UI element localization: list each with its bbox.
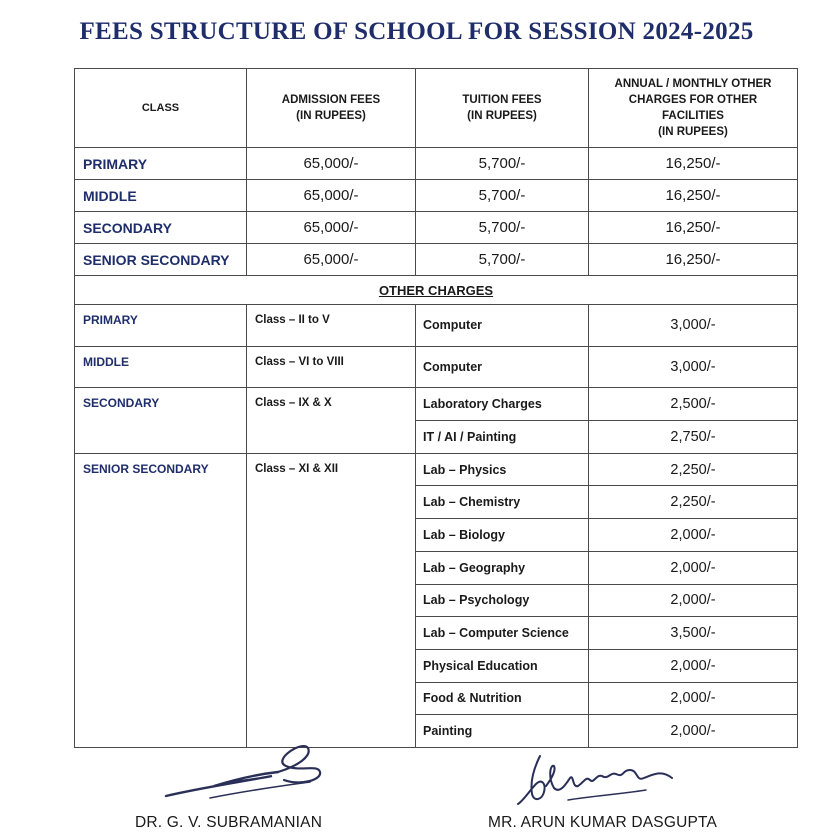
- table-row: [75, 305, 798, 347]
- charge-name: Laboratory Charges: [416, 388, 589, 421]
- table-row: [75, 453, 798, 486]
- charge-fee: 2,000/-: [589, 551, 798, 584]
- fees-table: [74, 68, 798, 748]
- annual-charges: 16,250/-: [589, 180, 798, 212]
- header-tuition-line-1: TUITION FEES: [462, 94, 542, 106]
- signatory-name-left: DR. G. V. SUBRAMANIAN: [135, 814, 323, 831]
- annual-charges: 16,250/-: [589, 244, 798, 276]
- tuition-fee: 5,700/-: [416, 244, 589, 276]
- charge-fee: 3,000/-: [589, 346, 798, 388]
- signature-left-image: [160, 742, 330, 804]
- charge-fee: 2,000/-: [589, 715, 798, 748]
- charge-name: Lab – Computer Science: [416, 617, 589, 650]
- class-name: SENIOR SECONDARY: [75, 244, 247, 276]
- header-annual-line-4: (IN RUPEES): [658, 126, 728, 138]
- signatory-name-right: MR. ARUN KUMAR DASGUPTA: [488, 814, 718, 831]
- tuition-fee: 5,700/-: [416, 148, 589, 180]
- group-classes: Class – XI & XII: [247, 453, 416, 747]
- charge-name: Lab – Chemistry: [416, 486, 589, 519]
- admission-fee: 65,000/-: [247, 244, 416, 276]
- table-row: [75, 388, 798, 421]
- charge-fee: 3,500/-: [589, 617, 798, 650]
- table-row: [75, 148, 798, 180]
- class-name: PRIMARY: [75, 148, 247, 180]
- admission-fee: 65,000/-: [247, 180, 416, 212]
- header-admission-fees: [247, 69, 416, 148]
- charge-fee: 2,500/-: [589, 388, 798, 421]
- charge-name: Lab – Physics: [416, 453, 589, 486]
- header-annual-charges: [589, 69, 798, 148]
- charge-fee: 2,000/-: [589, 649, 798, 682]
- charge-name: Computer: [416, 305, 589, 347]
- group-name: PRIMARY: [75, 305, 247, 347]
- tuition-fee: 5,700/-: [416, 180, 589, 212]
- charge-name: IT / AI / Painting: [416, 421, 589, 454]
- charge-name: Physical Education: [416, 649, 589, 682]
- charge-fee: 2,000/-: [589, 584, 798, 617]
- class-name: MIDDLE: [75, 180, 247, 212]
- header-admission-line-2: (IN RUPEES): [296, 110, 366, 122]
- header-annual-line-3: FACILITIES: [662, 110, 724, 122]
- charge-name: Computer: [416, 346, 589, 388]
- header-tuition-line-2: (IN RUPEES): [467, 110, 537, 122]
- charge-name: Food & Nutrition: [416, 682, 589, 715]
- charge-name: Lab – Psychology: [416, 584, 589, 617]
- charge-fee: 2,000/-: [589, 519, 798, 552]
- group-classes: Class – VI to VIII: [247, 346, 416, 388]
- charge-fee: 2,000/-: [589, 682, 798, 715]
- header-annual-line-2: CHARGES FOR OTHER: [628, 94, 758, 106]
- header-class: CLASS: [75, 69, 247, 148]
- group-name: SENIOR SECONDARY: [75, 453, 247, 747]
- group-classes: Class – IX & X: [247, 388, 416, 453]
- class-name: SECONDARY: [75, 212, 247, 244]
- annual-charges: 16,250/-: [589, 212, 798, 244]
- table-header-row: [75, 69, 798, 148]
- other-charges-heading-row: [75, 276, 798, 305]
- signature-right-image: [512, 748, 682, 810]
- table-row: [75, 212, 798, 244]
- header-annual-line-1: ANNUAL / MONTHLY OTHER: [614, 78, 772, 90]
- header-tuition-fees: [416, 69, 589, 148]
- charge-name: Lab – Geography: [416, 551, 589, 584]
- charge-name: Lab – Biology: [416, 519, 589, 552]
- charge-fee: 2,750/-: [589, 421, 798, 454]
- table-row: [75, 180, 798, 212]
- charge-fee: 2,250/-: [589, 486, 798, 519]
- group-name: SECONDARY: [75, 388, 247, 453]
- page-title: FEES STRUCTURE OF SCHOOL FOR SESSION 2024-2025: [79, 18, 754, 45]
- header-admission-line-1: ADMISSION FEES: [281, 94, 381, 106]
- table-row: [75, 244, 798, 276]
- table-row: [75, 346, 798, 388]
- annual-charges: 16,250/-: [589, 148, 798, 180]
- other-charges-heading: OTHER CHARGES: [75, 276, 798, 305]
- charge-fee: 2,250/-: [589, 453, 798, 486]
- admission-fee: 65,000/-: [247, 212, 416, 244]
- group-name: MIDDLE: [75, 346, 247, 388]
- charge-fee: 3,000/-: [589, 305, 798, 347]
- tuition-fee: 5,700/-: [416, 212, 589, 244]
- group-classes: Class – II to V: [247, 305, 416, 347]
- charge-name: Painting: [416, 715, 589, 748]
- admission-fee: 65,000/-: [247, 148, 416, 180]
